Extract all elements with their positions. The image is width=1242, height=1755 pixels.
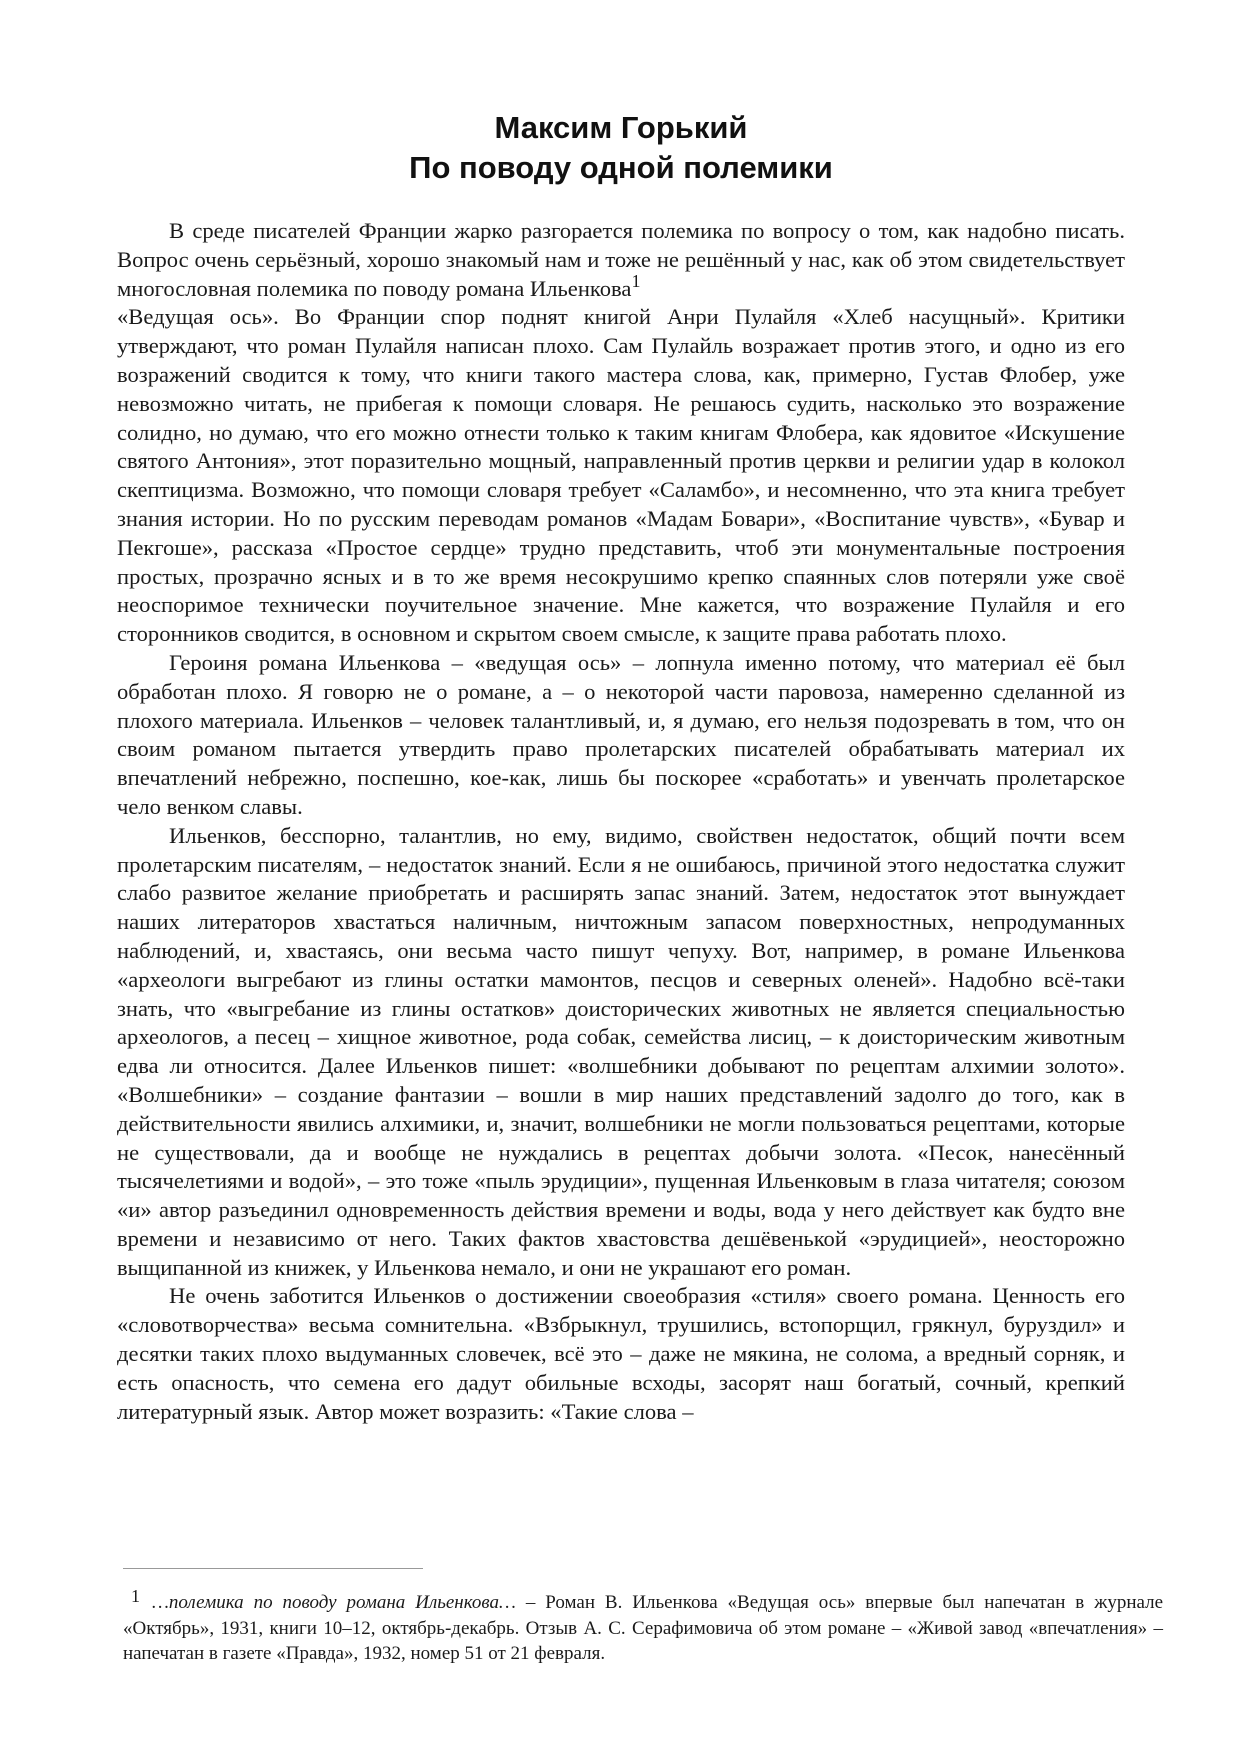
paragraph-text: Героиня романа Ильенкова – «ведущая ось» – лопнула именно потому, что материал её был обработан плохо. Я говорю не о романе, а – о некоторой части паровоза, намеренно сделанной из плохого материала. Ильенков – человек талантливый, и, я думаю, его нельзя подозревать в том, что он своим романом пытается утвердить право пролетарских писателей обрабатывать материал их впечатлений небрежно, поспешно, кое-как, лишь бы поскорее «сработать» и увенчать пролетарское чело венком славы. (117, 649, 1125, 819)
paragraph-text: Не очень заботится Ильенков о достижении своеобразия «стиля» своего романа. Ценность его «словотворчества» весьма сомнительна. «Взбрыкнул, трушились, встопорщил, грякнул, буруздил» и десятки таких плохо выдуманных словечек, всё это – даже не мякина, не солома, а вредный сорняк, и есть опасность, что семена его дадут обильные всходы, засорят наш богатый, сочный, крепкий литературный язык. Автор может возразить: «Такие слова – (117, 1283, 1125, 1424)
paragraph-5 (117, 1282, 1125, 1426)
paragraph-1 (117, 217, 1125, 303)
paragraph-text: «Ведущая ось». Во Франции спор поднят книгой Анри Пулайля «Хлеб насущный». Критики утверждают, что роман Пулайля написан плохо. Сам Пулайль возражает против этого, и одно из его возражений сводится к тому, что книги такого мастера слова, как, примерно, Густав Флобер, уже невозможно читать, не прибегая к помощи словаря. Не решаюсь судить, насколько это возражение солидно, но думаю, что его можно отнести только к таким книгам Флобера, как ядовитое «Искушение святого Антония», этот поразительно мощный, направленный против церкви и религии удар в колокол скептицизма. Возможно, что помощи словаря требует «Саламбо», и несомненно, что эта книга требует знания истории. Но по русским переводам романов «Мадам Бовари», «Воспитание чувств», «Бувар и Пекгоше», рассказа «Простое сердце» трудно представить, чтоб эти монументальные построения простых, прозрачно ясных и в то же время несокрушимо крепко спаянных слов потеряли уже своё неоспоримое технически поучительное значение. Мне кажется, что возражение Пулайля и его сторонников сводится, в основном и скрытом своем смысле, к защите права работать плохо. (117, 304, 1125, 647)
paragraph-text: Ильенков, бесспорно, талантлив, но ему, видимо, свойствен недостаток, общий почти всем пролетарским писателям, – недостаток знаний. Если я не ошибаюсь, причиной этого недостатка служит слабо развитое желание приобретать и расширять запас знаний. Затем, недостаток этот вынуждает наших литераторов хвастаться наличным, ничтожным запасом поверхностных, непродуманных наблюдений, и, хвастаясь, они весьма часто пишут чепуху. Вот, например, в романе Ильенкова «археологи выгребают из глины остатки мамонтов, песцов и северных оленей». Надобно всё-таки знать, что «выгребание из глины остатков» доисторических животных не является специальностью археологов, а песец – хищное животное, рода собак, семейства лисиц, – к доисторическим животным едва ли относится. Далее Ильенков пишет: «волшебники добывают по рецептам алхимии золото». «Волшебники» – создание фантазии – вошли в мир наших представлений задолго до того, как в действительности явились алхимики, и, значит, волшебники не могли пользоваться рецептами, которые не существовали, да и вообще не нуждались в рецептах добычи золота. «Песок, нанесённый тысячелетиями и водой», – это тоже «пыль эрудиции», пущенная Ильенковым в глаза читателя; союзом «и» автор разъединил одновременность действия времени и воды, вода у него действует как будто вне времени и независимо от него. Таких фактов хвастовства дешёвенькой «эрудицией», неосторожно выщипанной из книжек, у Ильенкова немало, и они не украшают его роман. (117, 822, 1125, 1280)
footnote-number: 1 (131, 1586, 140, 1606)
paragraph-4 (117, 822, 1125, 1283)
paragraph-2 (117, 303, 1125, 649)
author-name: Максим Горький (494, 110, 748, 145)
document-header (0, 108, 1242, 188)
paragraph-text: В среде писателей Франции жарко разгорается полемика по вопросу о том, как надобно писать. Вопрос очень серьёзный, хорошо знакомый нам и тоже не решённый у нас, как об этом свидетельствует многословная полемика по поводу романа Ильенкова (117, 218, 1125, 301)
document-title: По поводу одной полемики (409, 150, 833, 185)
footnote-quote: …полемика по поводу романа Ильенкова… (152, 1592, 516, 1613)
footnote (123, 1586, 1164, 1667)
footnote-text: – Роман В. Ильенкова «Ведущая ось» впервые был напечатан в журнале «Октябрь», 1931, книги 10–12, октябрь-декабрь. Отзыв А. С. Серафимовича об этом романе – «Живой завод «впечатления» – напечатан в газете «Правда», 1932, номер 51 от 21 февраля. (123, 1592, 1164, 1664)
footnote-reference[interactable]: 1 (631, 270, 641, 291)
document-body (117, 217, 1125, 1426)
footnote-divider (123, 1568, 423, 1569)
paragraph-3 (117, 649, 1125, 822)
